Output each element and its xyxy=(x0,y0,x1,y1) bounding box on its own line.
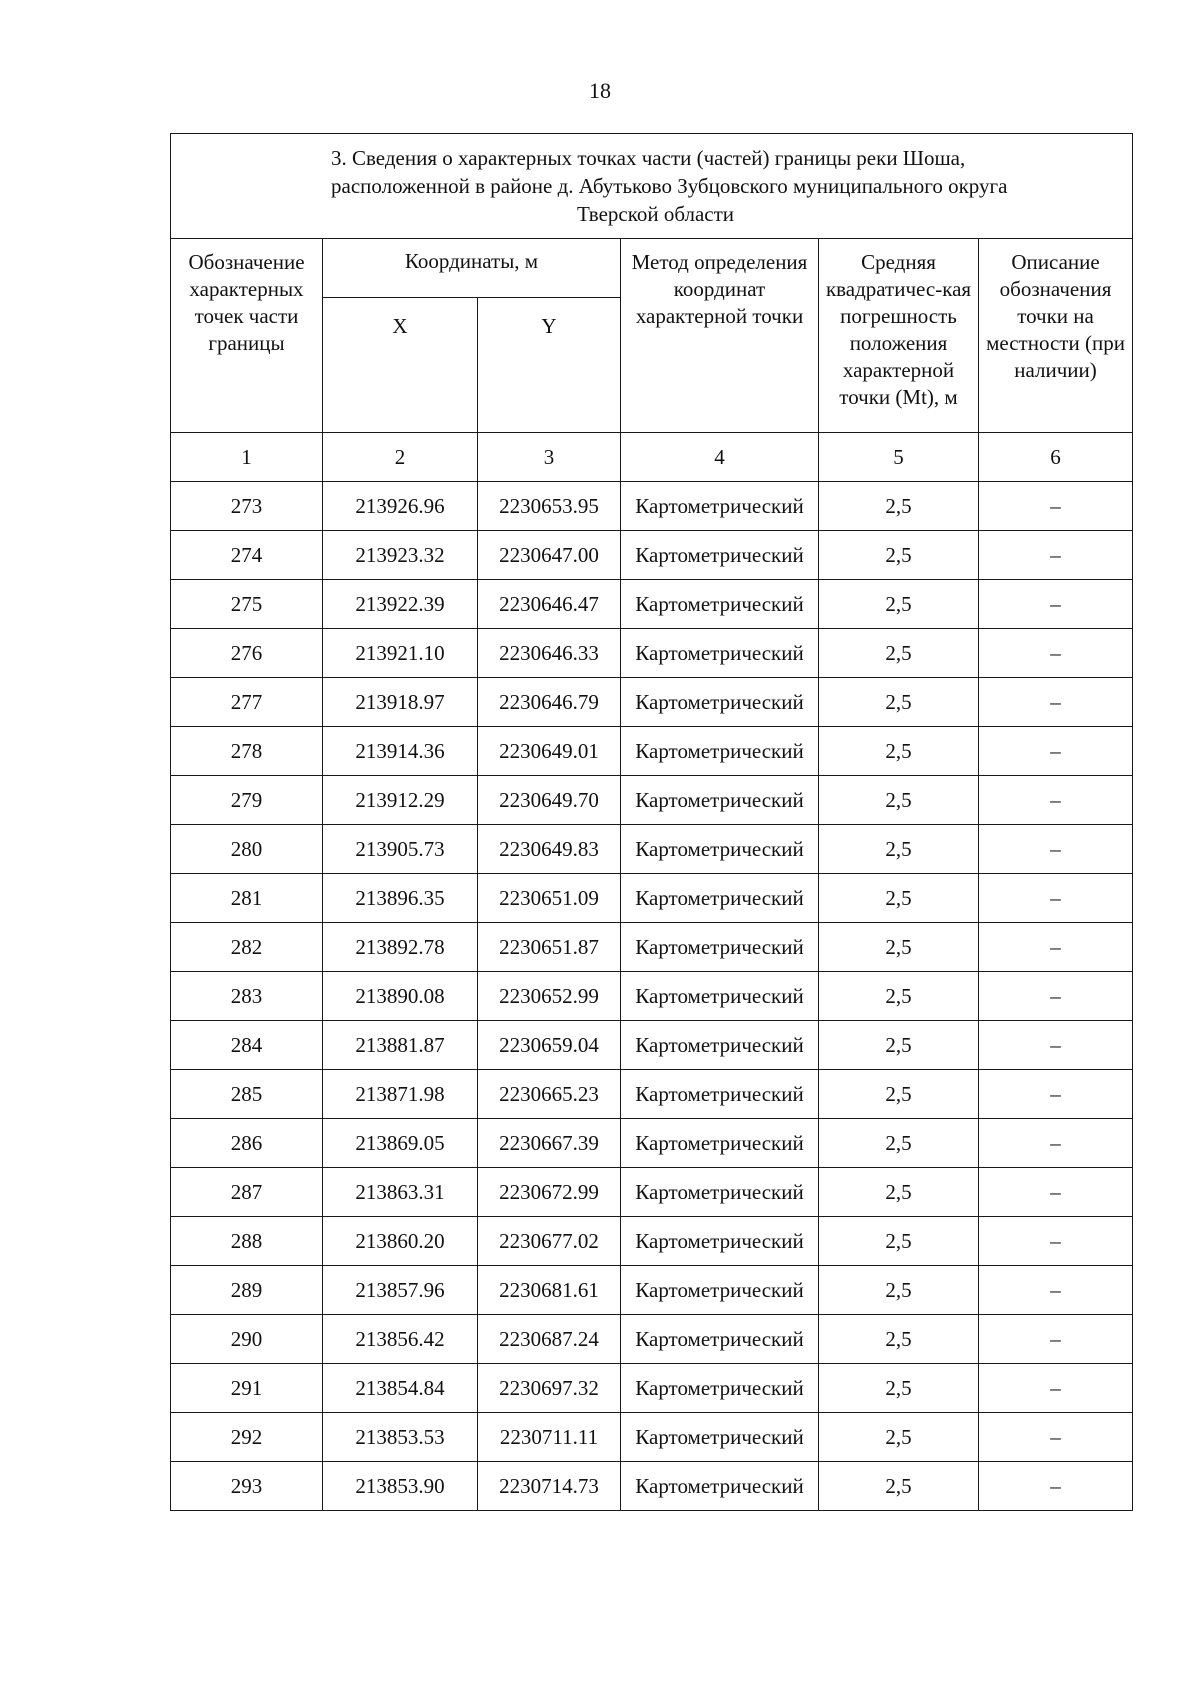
error-cell: 2,5 xyxy=(819,482,979,531)
method-cell: Картометрический xyxy=(621,1364,819,1413)
coordinate-x-cell: 213918.97 xyxy=(323,678,478,727)
table-row xyxy=(171,776,1133,825)
error-cell: 2,5 xyxy=(819,580,979,629)
coordinate-x-cell: 213869.05 xyxy=(323,1119,478,1168)
section-title-line: расположенной в районе д. Абутьково Зубцовского муниципального округа xyxy=(331,174,1008,198)
description-cell: – xyxy=(979,580,1133,629)
description-cell: – xyxy=(979,776,1133,825)
error-cell: 2,5 xyxy=(819,531,979,580)
table-row xyxy=(171,580,1133,629)
method-cell: Картометрический xyxy=(621,1462,819,1511)
coordinate-y-cell: 2230659.04 xyxy=(478,1021,621,1070)
point-id-cell: 277 xyxy=(171,678,323,727)
method-cell: Картометрический xyxy=(621,1413,819,1462)
point-id-cell: 289 xyxy=(171,1266,323,1315)
table-row xyxy=(171,825,1133,874)
point-id-cell: 285 xyxy=(171,1070,323,1119)
description-cell: – xyxy=(979,482,1133,531)
coordinate-y-cell: 2230681.61 xyxy=(478,1266,621,1315)
header-row xyxy=(171,239,1133,298)
description-cell: – xyxy=(979,923,1133,972)
error-cell: 2,5 xyxy=(819,1168,979,1217)
method-cell: Картометрический xyxy=(621,727,819,776)
coordinate-y-cell: 2230672.99 xyxy=(478,1168,621,1217)
error-cell: 2,5 xyxy=(819,678,979,727)
coordinate-x-cell: 213926.96 xyxy=(323,482,478,531)
point-id-cell: 280 xyxy=(171,825,323,874)
point-id-cell: 287 xyxy=(171,1168,323,1217)
method-cell: Картометрический xyxy=(621,1266,819,1315)
coordinate-x-cell: 213892.78 xyxy=(323,923,478,972)
header-method: Метод определения координат характерной точки xyxy=(621,239,819,433)
method-cell: Картометрический xyxy=(621,1168,819,1217)
coordinate-y-cell: 2230646.47 xyxy=(478,580,621,629)
coordinate-y-cell: 2230665.23 xyxy=(478,1070,621,1119)
description-cell: – xyxy=(979,1266,1133,1315)
coordinate-x-cell: 213923.32 xyxy=(323,531,478,580)
coordinate-x-cell: 213914.36 xyxy=(323,727,478,776)
description-cell: – xyxy=(979,1070,1133,1119)
coordinate-x-cell: 213863.31 xyxy=(323,1168,478,1217)
coordinate-y-cell: 2230646.33 xyxy=(478,629,621,678)
header-description: Описание обозначения точки на местности (при наличии) xyxy=(979,239,1133,433)
method-cell: Картометрический xyxy=(621,531,819,580)
description-cell: – xyxy=(979,678,1133,727)
header-coordinates: Координаты, м xyxy=(323,239,621,298)
coordinate-y-cell: 2230653.95 xyxy=(478,482,621,531)
point-id-cell: 293 xyxy=(171,1462,323,1511)
error-cell: 2,5 xyxy=(819,1315,979,1364)
description-cell: – xyxy=(979,1364,1133,1413)
table-row xyxy=(171,531,1133,580)
column-number-row xyxy=(171,433,1133,482)
coordinate-y-cell: 2230677.02 xyxy=(478,1217,621,1266)
table-row xyxy=(171,1021,1133,1070)
section-title-line: 3. Сведения о характерных точках части (частей) границы реки Шоша, xyxy=(331,146,966,170)
table-row xyxy=(171,1168,1133,1217)
coordinate-y-cell: 2230647.00 xyxy=(478,531,621,580)
description-cell: – xyxy=(979,1217,1133,1266)
error-cell: 2,5 xyxy=(819,1021,979,1070)
header-error: Средняя квадратичес-кая погрешность положения характерной точки (Mt), м xyxy=(819,239,979,433)
method-cell: Картометрический xyxy=(621,580,819,629)
coordinate-y-cell: 2230667.39 xyxy=(478,1119,621,1168)
point-id-cell: 288 xyxy=(171,1217,323,1266)
point-id-cell: 283 xyxy=(171,972,323,1021)
coordinate-y-cell: 2230652.99 xyxy=(478,972,621,1021)
coordinate-y-cell: 2230649.70 xyxy=(478,776,621,825)
coordinate-y-cell: 2230697.32 xyxy=(478,1364,621,1413)
coordinate-y-cell: 2230711.11 xyxy=(478,1413,621,1462)
description-cell: – xyxy=(979,727,1133,776)
description-cell: – xyxy=(979,972,1133,1021)
coordinate-x-cell: 213856.42 xyxy=(323,1315,478,1364)
error-cell: 2,5 xyxy=(819,1070,979,1119)
error-cell: 2,5 xyxy=(819,923,979,972)
point-id-cell: 275 xyxy=(171,580,323,629)
coordinate-x-cell: 213921.10 xyxy=(323,629,478,678)
description-cell: – xyxy=(979,874,1133,923)
coordinate-y-cell: 2230649.01 xyxy=(478,727,621,776)
method-cell: Картометрический xyxy=(621,825,819,874)
description-cell: – xyxy=(979,1168,1133,1217)
description-cell: – xyxy=(979,1119,1133,1168)
coordinate-x-cell: 213857.96 xyxy=(323,1266,478,1315)
error-cell: 2,5 xyxy=(819,1119,979,1168)
header-designation: Обозначение характерных точек части границы xyxy=(171,239,323,433)
column-number: 2 xyxy=(323,433,478,482)
table-row xyxy=(171,972,1133,1021)
point-id-cell: 291 xyxy=(171,1364,323,1413)
method-cell: Картометрический xyxy=(621,1119,819,1168)
section-title xyxy=(171,134,1133,239)
description-cell: – xyxy=(979,1021,1133,1070)
point-id-cell: 281 xyxy=(171,874,323,923)
coordinate-x-cell: 213871.98 xyxy=(323,1070,478,1119)
point-id-cell: 279 xyxy=(171,776,323,825)
characteristic-points-table xyxy=(170,133,1133,1511)
description-cell: – xyxy=(979,1315,1133,1364)
point-id-cell: 282 xyxy=(171,923,323,972)
table-row xyxy=(171,482,1133,531)
table-row xyxy=(171,1364,1133,1413)
error-cell: 2,5 xyxy=(819,1217,979,1266)
description-cell: – xyxy=(979,629,1133,678)
coordinate-x-cell: 213853.90 xyxy=(323,1462,478,1511)
coordinate-x-cell: 213890.08 xyxy=(323,972,478,1021)
point-id-cell: 290 xyxy=(171,1315,323,1364)
table-row xyxy=(171,678,1133,727)
method-cell: Картометрический xyxy=(621,678,819,727)
error-cell: 2,5 xyxy=(819,1413,979,1462)
table-row xyxy=(171,1315,1133,1364)
column-number: 5 xyxy=(819,433,979,482)
error-cell: 2,5 xyxy=(819,629,979,678)
column-number: 4 xyxy=(621,433,819,482)
coordinate-x-cell: 213854.84 xyxy=(323,1364,478,1413)
header-x: X xyxy=(323,298,478,433)
table-row xyxy=(171,1462,1133,1511)
method-cell: Картометрический xyxy=(621,1217,819,1266)
method-cell: Картометрический xyxy=(621,1070,819,1119)
table-row xyxy=(171,1119,1133,1168)
method-cell: Картометрический xyxy=(621,776,819,825)
coordinate-x-cell: 213905.73 xyxy=(323,825,478,874)
description-cell: – xyxy=(979,1413,1133,1462)
error-cell: 2,5 xyxy=(819,727,979,776)
table-row xyxy=(171,1266,1133,1315)
error-cell: 2,5 xyxy=(819,825,979,874)
point-id-cell: 292 xyxy=(171,1413,323,1462)
method-cell: Картометрический xyxy=(621,874,819,923)
coordinate-y-cell: 2230687.24 xyxy=(478,1315,621,1364)
page-number: 18 xyxy=(589,78,611,103)
coordinate-x-cell: 213896.35 xyxy=(323,874,478,923)
point-id-cell: 273 xyxy=(171,482,323,531)
column-number: 3 xyxy=(478,433,621,482)
column-number: 6 xyxy=(979,433,1133,482)
coordinate-y-cell: 2230646.79 xyxy=(478,678,621,727)
table-row xyxy=(171,727,1133,776)
coordinate-y-cell: 2230651.87 xyxy=(478,923,621,972)
error-cell: 2,5 xyxy=(819,1462,979,1511)
coordinate-x-cell: 213881.87 xyxy=(323,1021,478,1070)
method-cell: Картометрический xyxy=(621,1315,819,1364)
method-cell: Картометрический xyxy=(621,972,819,1021)
coordinate-x-cell: 213860.20 xyxy=(323,1217,478,1266)
section-title-row xyxy=(171,134,1133,239)
point-id-cell: 274 xyxy=(171,531,323,580)
description-cell: – xyxy=(979,531,1133,580)
description-cell: – xyxy=(979,1462,1133,1511)
point-id-cell: 276 xyxy=(171,629,323,678)
error-cell: 2,5 xyxy=(819,776,979,825)
section-title-line: Тверской области xyxy=(577,202,735,226)
point-id-cell: 284 xyxy=(171,1021,323,1070)
header-y: Y xyxy=(478,298,621,433)
error-cell: 2,5 xyxy=(819,972,979,1021)
error-cell: 2,5 xyxy=(819,1266,979,1315)
table-row xyxy=(171,629,1133,678)
description-cell: – xyxy=(979,825,1133,874)
coordinate-x-cell: 213922.39 xyxy=(323,580,478,629)
coordinate-y-cell: 2230651.09 xyxy=(478,874,621,923)
column-number: 1 xyxy=(171,433,323,482)
method-cell: Картометрический xyxy=(621,1021,819,1070)
table-row xyxy=(171,1413,1133,1462)
coordinate-y-cell: 2230649.83 xyxy=(478,825,621,874)
coordinate-x-cell: 213853.53 xyxy=(323,1413,478,1462)
table-row xyxy=(171,874,1133,923)
method-cell: Картометрический xyxy=(621,482,819,531)
method-cell: Картометрический xyxy=(621,923,819,972)
method-cell: Картометрический xyxy=(621,629,819,678)
error-cell: 2,5 xyxy=(819,874,979,923)
coordinate-y-cell: 2230714.73 xyxy=(478,1462,621,1511)
point-id-cell: 278 xyxy=(171,727,323,776)
table-row xyxy=(171,923,1133,972)
table-row xyxy=(171,1070,1133,1119)
table-row xyxy=(171,1217,1133,1266)
point-id-cell: 286 xyxy=(171,1119,323,1168)
coordinate-x-cell: 213912.29 xyxy=(323,776,478,825)
error-cell: 2,5 xyxy=(819,1364,979,1413)
